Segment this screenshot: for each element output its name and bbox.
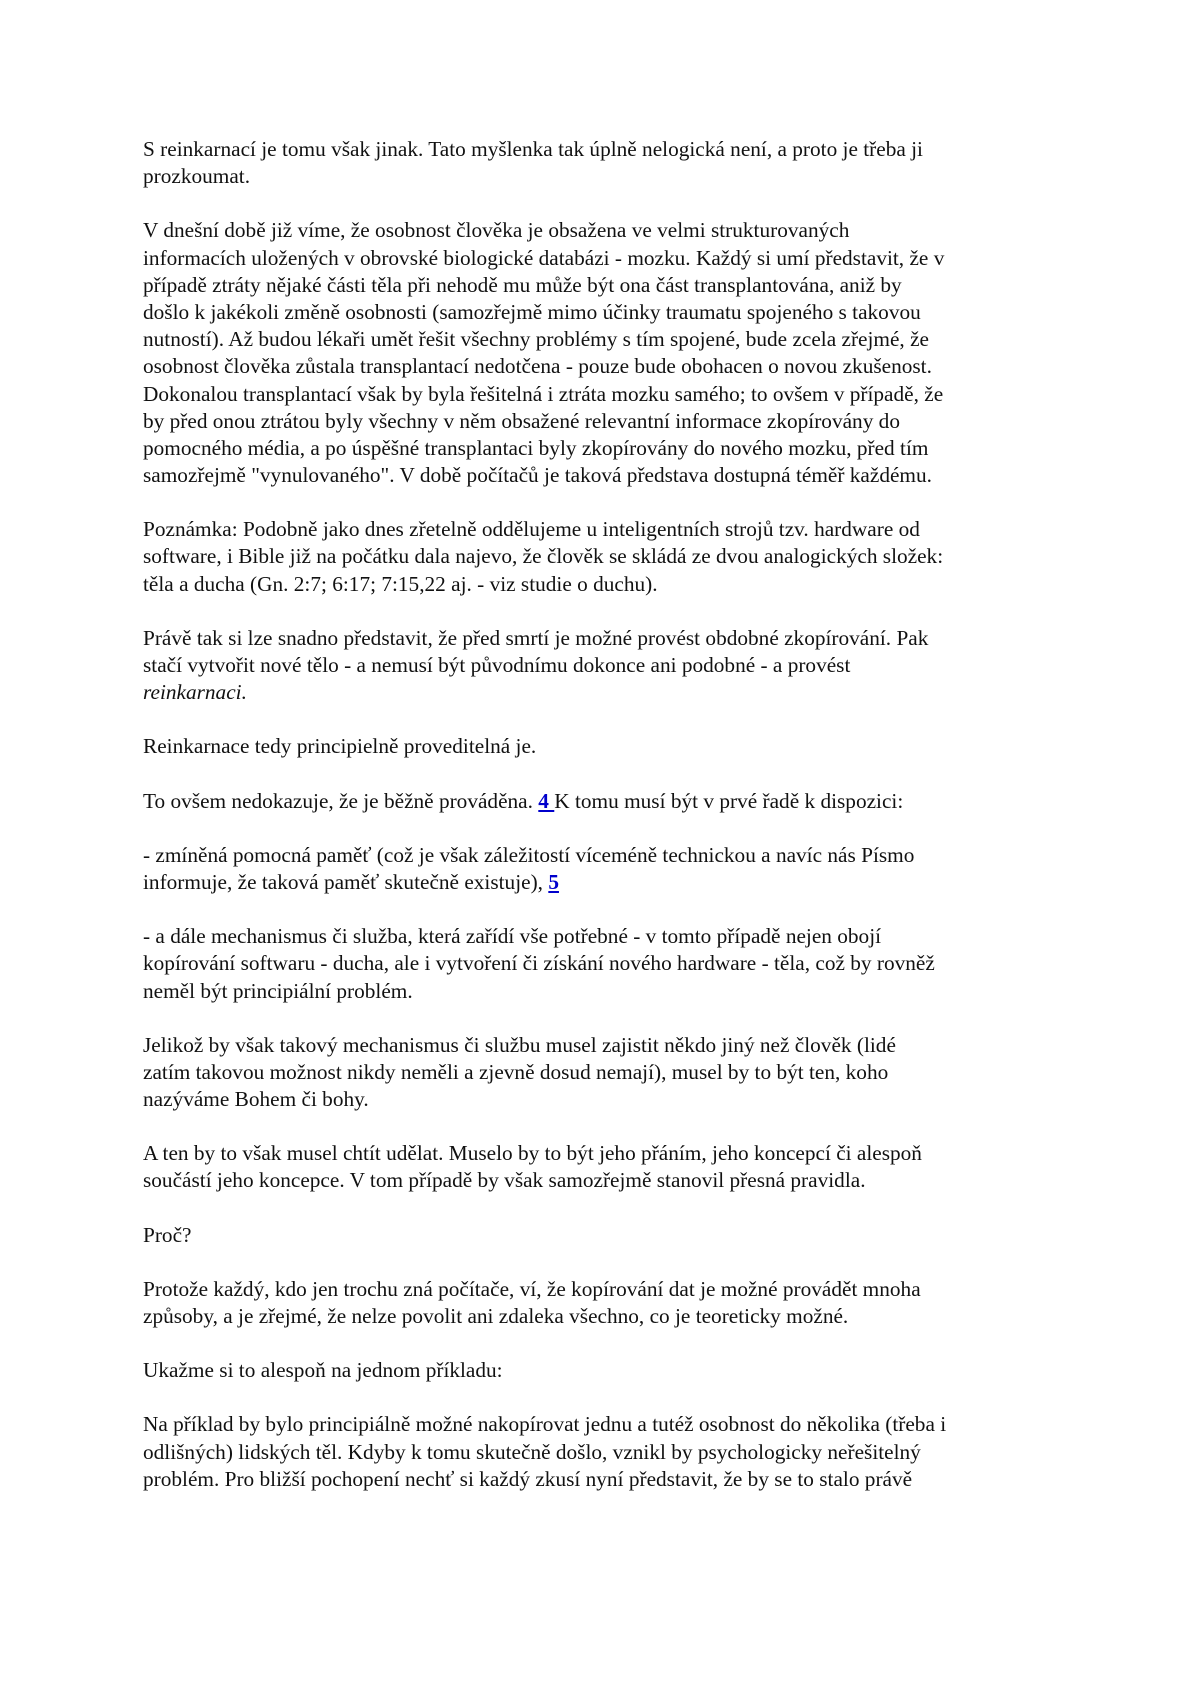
text-line: případě ztráty nějaké části těla při nehodě mu může být ona část transplantována, aniž by [143, 272, 902, 297]
document-page [143, 136, 1043, 1493]
text-line: samozřejmě "vynulovaného". V době počítačů je taková představa dostupná téměř každému. [143, 463, 932, 488]
text-line: Proč? [143, 1222, 192, 1247]
text-line: Dokonalou transplantací však by byla řešitelná i ztráta mozku samého; to ovšem v případě, že [143, 381, 944, 406]
paragraph-why [143, 1222, 1043, 1249]
text-line: stačí vytvořit nové tělo - a nemusí být původnímu dokonce ani podobné - a provést [143, 653, 851, 677]
italic-term: reinkarnaci. [143, 680, 247, 705]
paragraph-god [143, 1032, 1043, 1114]
text-line: A ten by to však musel chtít udělat. Muselo by to být jeho přáním, jeho koncepcí či alespoň [143, 1141, 922, 1166]
text-line: by před onou ztrátou byly všechny v něm obsažené relevantní informace zkopírovány do [143, 408, 900, 433]
paragraph-copying [143, 625, 1043, 707]
text-line: součástí jeho koncepce. V tom případě by však samozřejmě stanovil přesná pravidla. [143, 1168, 866, 1193]
paragraph-intro [143, 136, 1043, 190]
text-line: V dnešní době již víme, že osobnost člověka je obsažena ve velmi strukturovaných [143, 218, 850, 243]
paragraph-example [143, 1411, 1043, 1493]
text-line: těla a ducha (Gn. 2:7; 6:17; 7:15,22 aj. - viz studie o duchu). [143, 571, 658, 596]
text-line: Jelikož by však takový mechanismus či službu musel zajistit někdo jiný než člověk (lidé [143, 1032, 896, 1057]
text-line: kopírování softwaru - ducha, ale i vytvoření či získání nového hardware - těla, což by rovněž [143, 951, 935, 976]
text-line: zatím takovou možnost nikdy neměli a zjevně dosud nemají), musel by to být ten, koho [143, 1059, 889, 1084]
text-line: Na příklad by bylo principiálně možné nakopírovat jednu a tutéž osobnost do několika (třeba i [143, 1412, 947, 1437]
paragraph-because [143, 1276, 1043, 1330]
paragraph-will [143, 1140, 1043, 1194]
paragraph-memory [143, 842, 1043, 896]
text-line: osobnost člověka zůstala transplantací nedotčena - pouze bude obohacen o novou zkušenost. [143, 354, 932, 379]
text-line: pomocného média, a po úspěšné transplantaci byly zkopírovány do nového mozku, před tím [143, 435, 929, 460]
paragraph-note [143, 516, 1043, 598]
text-line: Reinkarnace tedy principielně proveditelná je. [143, 734, 537, 759]
text-line: neměl být principiální problém. [143, 978, 413, 1003]
text-line: došlo k jakékoli změně osobnosti (samozřejmě mimo účinky traumatu spojeného s takovou [143, 299, 921, 324]
text-line: způsoby, a je zřejmé, že nelze povolit ani zdaleka všechno, co je teoreticky možné. [143, 1304, 849, 1328]
text-line: odlišných) lidských těl. Kdyby k tomu skutečně došlo, vznikl by psychologicky neřešitelný [143, 1439, 921, 1464]
text-fragment: K tomu musí být v prvé řadě k dispozici: [554, 788, 904, 813]
text-line: - a dále mechanismus či služba, která zařídí vše potřebné - v tomto případě nejen obojí [143, 924, 882, 949]
paragraph-prerequisites [143, 788, 1043, 815]
text-line: Právě tak si lze snadno představit, že před smrtí je možné provést obdobné zkopírování. Pak [143, 625, 929, 650]
paragraph-example-intro [143, 1357, 1043, 1384]
paragraph-personality [143, 217, 1043, 489]
text-line: S reinkarnací je tomu však jinak. Tato myšlenka tak úplně nelogická není, a proto je třeba ji [143, 137, 923, 161]
paragraph-feasible [143, 733, 1043, 760]
text-line: nazýváme Bohem či bohy. [143, 1087, 369, 1112]
text-line [143, 788, 1043, 815]
text-line: Ukažme si to alespoň na jednom příkladu: [143, 1358, 503, 1383]
text-line: prozkoumat. [143, 164, 251, 189]
text-line: software, i Bible již na počátku dala najevo, že člověk se skládá ze dvou analogických složek: [143, 544, 944, 569]
text-fragment: informuje, že taková paměť skutečně existuje), [143, 869, 549, 894]
paragraph-mechanism [143, 923, 1043, 1005]
text-line: problém. Pro bližší pochopení nechť si každý zkusí nyní představit, že by se to stalo právě [143, 1466, 913, 1491]
footnote-link-4[interactable]: 4 [538, 788, 555, 813]
text-line: Protože každý, kdo jen trochu zná počítače, ví, že kopírování dat je možné provádět mnoha [143, 1276, 921, 1301]
text-line [143, 869, 1043, 896]
text-line: nutností). Až budou lékaři umět řešit všechny problémy s tím spojené, bude zcela zřejmé, že [143, 327, 929, 352]
text-line: - zmíněná pomocná paměť (což je však záležitostí víceméně technickou a navíc nás Písmo [143, 842, 915, 867]
text-line: Poznámka: Podobně jako dnes zřetelně oddělujeme u inteligentních strojů tzv. hardware od [143, 517, 920, 542]
text-fragment: To ovšem nedokazuje, že je běžně prováděna. [143, 788, 539, 813]
text-line: informacích uložených v obrovské biologické databázi - mozku. Každý si umí představit, že v [143, 245, 945, 270]
footnote-link-5[interactable]: 5 [548, 869, 559, 894]
